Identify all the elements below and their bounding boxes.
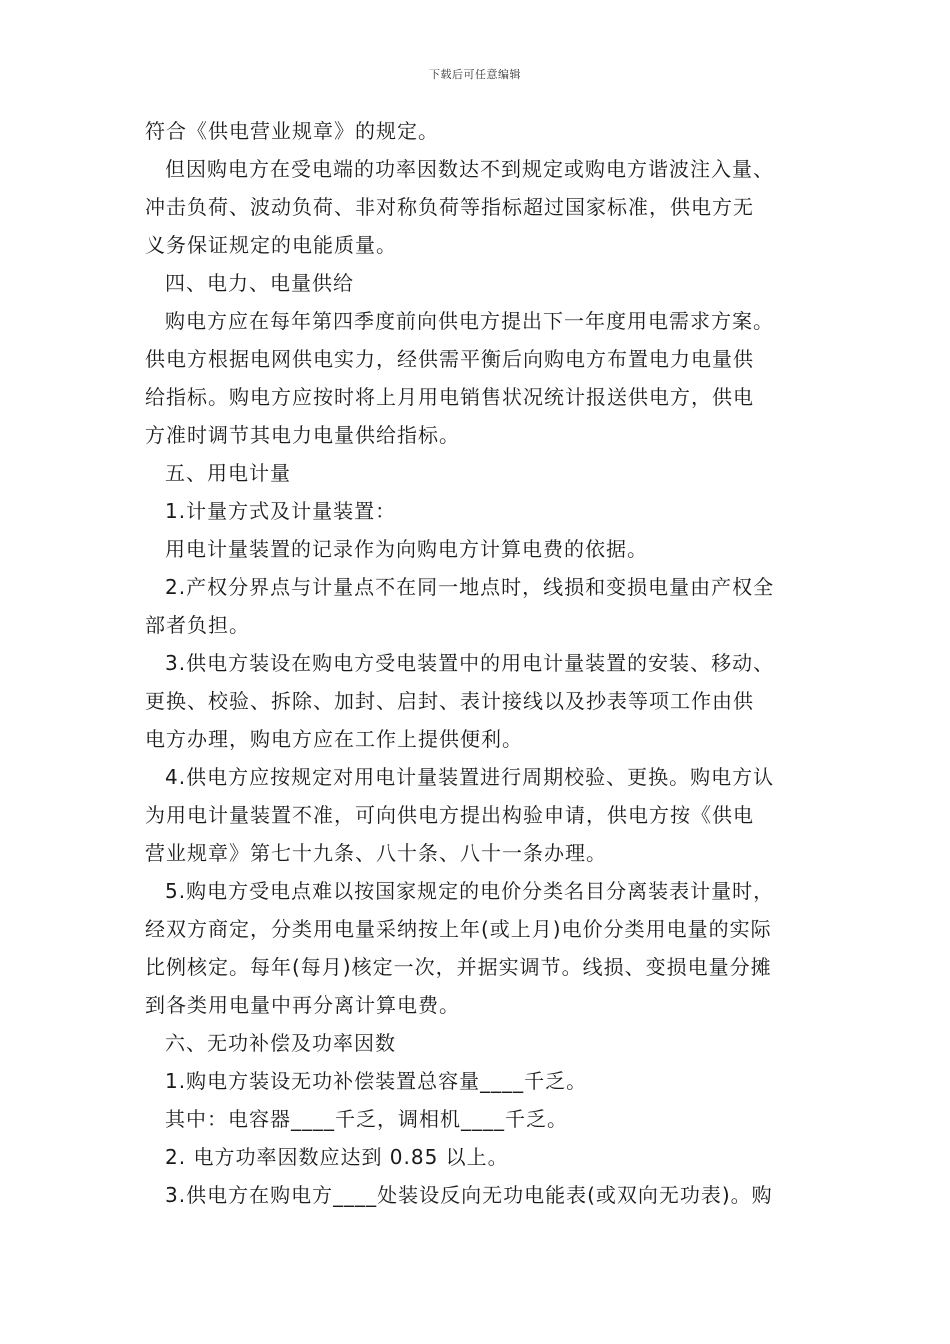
list-item: 3.供电方装设在购电方受电装置中的用电计量装置的安装、移动、: [165, 651, 775, 675]
paragraph-line: 用电计量装置的记录作为向购电方计算电费的依据。: [165, 537, 648, 561]
paragraph-line: 供电方根据电网供电实力，经供需平衡后向购电方布置电力电量供: [145, 347, 754, 371]
paragraph-line: 符合《供电营业规章》的规定。: [145, 119, 439, 143]
paragraph-line: 方准时调节其电力电量供给指标。: [145, 423, 460, 447]
paragraph-line: 比例核定。每年(每月)核定一次，并据实调节。线损、变损电量分摊: [145, 955, 772, 979]
paragraph-line: 其中：电容器____千乏，调相机____千乏。: [165, 1107, 568, 1131]
section-heading: 五、用电计量: [165, 461, 291, 485]
document-body: [145, 112, 825, 1214]
paragraph-line: 给指标。购电方应按时将上月用电销售状况统计报送供电方，供电: [145, 385, 754, 409]
list-item: 2.产权分界点与计量点不在同一地点时，线损和变损电量由产权全: [165, 575, 775, 599]
paragraph-line: 部者负担。: [145, 613, 250, 637]
section-heading: 四、电力、电量供给: [165, 271, 354, 295]
paragraph-line: 更换、校验、拆除、加封、启封、表计接线以及抄表等项工作由供: [145, 689, 754, 713]
page-header: 下载后可任意编辑: [429, 68, 521, 81]
paragraph-line: 冲击负荷、波动负荷、非对称负荷等指标超过国家标准，供电方无: [145, 195, 754, 219]
paragraph-line: 为用电计量装置不准，可向供电方提出构验申请，供电方按《供电: [145, 803, 754, 827]
paragraph-line: 营业规章》第七十九条、八十条、八十一条办理。: [145, 841, 607, 865]
section-heading: 六、无功补偿及功率因数: [165, 1031, 396, 1055]
paragraph-line: 经双方商定，分类用电量采纳按上年(或上月)电价分类用电量的实际: [145, 917, 772, 941]
paragraph-line: 义务保证规定的电能质量。: [145, 233, 397, 257]
list-item: 5.购电方受电点难以按国家规定的电价分类名目分离装表计量时，: [165, 879, 775, 903]
paragraph-line: 购电方应在每年第四季度前向供电方提出下一年度用电需求方案。: [165, 309, 774, 333]
list-item: 2. 电方功率因数应达到 0.85 以上。: [165, 1145, 509, 1169]
list-item: 1.购电方装设无功补偿装置总容量____千乏。: [165, 1069, 588, 1093]
list-item: 1.计量方式及计量装置：: [165, 499, 397, 523]
paragraph-line: 电方办理，购电方应在工作上提供便利。: [145, 727, 523, 751]
list-item: 3.供电方在购电方____处装设反向无功电能表(或双向无功表)。购: [165, 1183, 773, 1207]
paragraph-line: 但因购电方在受电端的功率因数达不到规定或购电方谐波注入量、: [165, 157, 774, 181]
list-item: 4.供电方应按规定对用电计量装置进行周期校验、更换。购电方认: [165, 765, 775, 789]
paragraph-line: 到各类用电量中再分离计算电费。: [145, 993, 460, 1017]
